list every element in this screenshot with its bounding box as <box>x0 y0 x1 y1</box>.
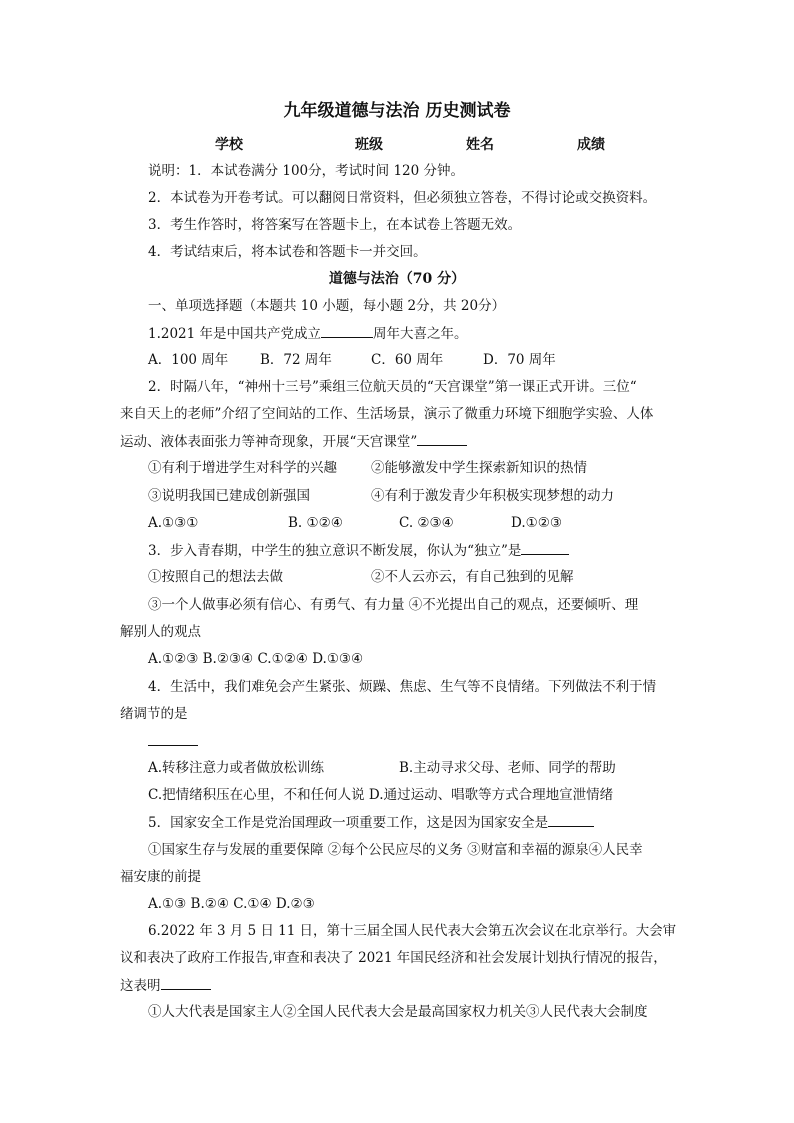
q5-stem-text: 5．国家安全工作是党治国理政一项重要工作，这是因为国家安全是 <box>148 815 549 831</box>
question-1-stem <box>148 324 468 343</box>
q2-option-a: A.①③① <box>148 515 199 531</box>
q3-stem <box>148 541 569 560</box>
q4-option-a: A.转移注意力或者做放松训练 <box>148 760 325 776</box>
q6-stem-line <box>120 976 211 995</box>
name-label: 姓名 <box>466 137 494 153</box>
q5-options: A.①③ B.②④ C.①④ D.②③ <box>148 896 315 912</box>
exam-title: 九年级道德与法治 历史测试卷 <box>283 101 511 121</box>
q2-option-c: C. ②③④ <box>399 515 454 531</box>
q1-stem-text: 1.2021 年是中国共产党成立 <box>148 326 322 342</box>
q3-item-1: ①按照自己的想法去做 <box>148 569 283 585</box>
q4-option-c-d: C.把情绪积压在心里，不和任何人说 D.通过运动、唱歌等方式合理地宣泄情绪 <box>148 787 614 803</box>
q1-option-d: D．70 周年 <box>483 352 556 368</box>
q6-stem-line: 议和表决了政府工作报告,审查和表决了 2021 年国民经济和社会发展计划执行情况的报告， <box>120 950 667 966</box>
q2-option-d: D.①②③ <box>511 515 562 531</box>
q3-stem-text: 3．步入青春期，中学生的独立意识不断发展，你认为“独立”是 <box>148 543 522 559</box>
q2-item-2: ②能够激发中学生探索新知识的热情 <box>371 460 587 476</box>
q2-item-3: ③说明我国已建成创新强国 <box>148 488 310 504</box>
q6-stem-text: 这表明 <box>120 978 161 994</box>
q3-options: A.①②③ B.②③④ C.①②④ D.①③④ <box>148 651 364 667</box>
q1-option-a: A．100 周年 <box>148 352 229 368</box>
q4-stem-line: 4．生活中，我们难免会产生紧张、烦躁、焦虑、生气等不良情绪。下列做法不利于情 <box>148 679 657 695</box>
q5-items: ①国家生存与发展的重要保障 ②每个公民应尽的义务 ③财富和幸福的源泉④人民幸 <box>148 842 643 858</box>
section-title: 道德与法治（70 分） <box>328 271 466 287</box>
answer-blank <box>548 813 594 827</box>
q2-stem-line: 来自天上的老师”介绍了空间站的工作、生活场景，演示了微重力环境下细胞学实验、人体 <box>120 406 654 422</box>
q2-option-b: B. ①②④ <box>288 515 343 531</box>
part-title: 一、单项选择题（本题共 10 小题，每小题 2分，共 20分） <box>148 298 506 314</box>
q2-item-4: ④有利于激发青少年积极实现梦想的动力 <box>371 488 614 504</box>
q4-option-b: B.主动寻求父母、老师、同学的帮助 <box>399 760 616 776</box>
q4-stem-line: 绪调节的是 <box>120 706 188 722</box>
instruction-line: 3．考生作答时，将答案写在答题卡上，在本试卷上答题无效。 <box>148 217 522 233</box>
answer-blank <box>321 324 373 338</box>
answer-blank <box>521 541 569 555</box>
q2-stem-line: 2．时隔八年，“神州十三号”乘组三位航天员的“天宫课堂”第一课正式开讲。三位“ <box>148 379 637 395</box>
q3-item-3-4: ③一个人做事必须有信心、有勇气、有力量 ④不光提出自己的观点，还要倾听、理 <box>148 597 639 613</box>
q5-items-cont: 福安康的前提 <box>120 869 201 885</box>
q3-item-4-cont: 解别人的观点 <box>120 624 201 640</box>
q3-item-2: ②不人云亦云，有自己独到的见解 <box>371 569 574 585</box>
answer-blank <box>417 432 467 446</box>
q6-stem-line: 6.2022 年 3 月 5 日 11 日，第十三届全国人民代表大会第五次会议在北京举行。大会审 <box>148 923 677 939</box>
q5-stem <box>148 813 594 832</box>
answer-blank <box>161 976 211 990</box>
q4-blank-line <box>148 732 198 751</box>
q1-option-c: C．60 周年 <box>371 352 444 368</box>
q1-option-b: B．72 周年 <box>260 352 332 368</box>
class-label: 班级 <box>355 137 383 153</box>
q2-stem-line <box>120 432 467 451</box>
score-label: 成绩 <box>577 137 605 153</box>
school-label: 学校 <box>215 137 243 153</box>
q2-item-1: ①有利于增进学生对科学的兴趣 <box>148 460 337 476</box>
q1-stem-text: 周年大喜之年。 <box>373 326 468 342</box>
instruction-line: 4．考试结束后，将本试卷和答题卡一并交回。 <box>148 244 427 260</box>
instruction-line: 2．本试卷为开卷考试。可以翻阅日常资料，但必须独立答卷，不得讨论或交换资料。 <box>148 190 657 206</box>
q2-stem-text: 运动、液体表面张力等神奇现象，开展“天宫课堂” <box>120 434 418 450</box>
instruction-line: 说明：1．本试卷满分 100分，考试时间 120 分钟。 <box>148 163 464 179</box>
q6-items: ①人大代表是国家主人②全国人民代表大会是最高国家权力机关③人民代表大会制度 <box>148 1004 648 1020</box>
answer-blank <box>148 732 198 746</box>
